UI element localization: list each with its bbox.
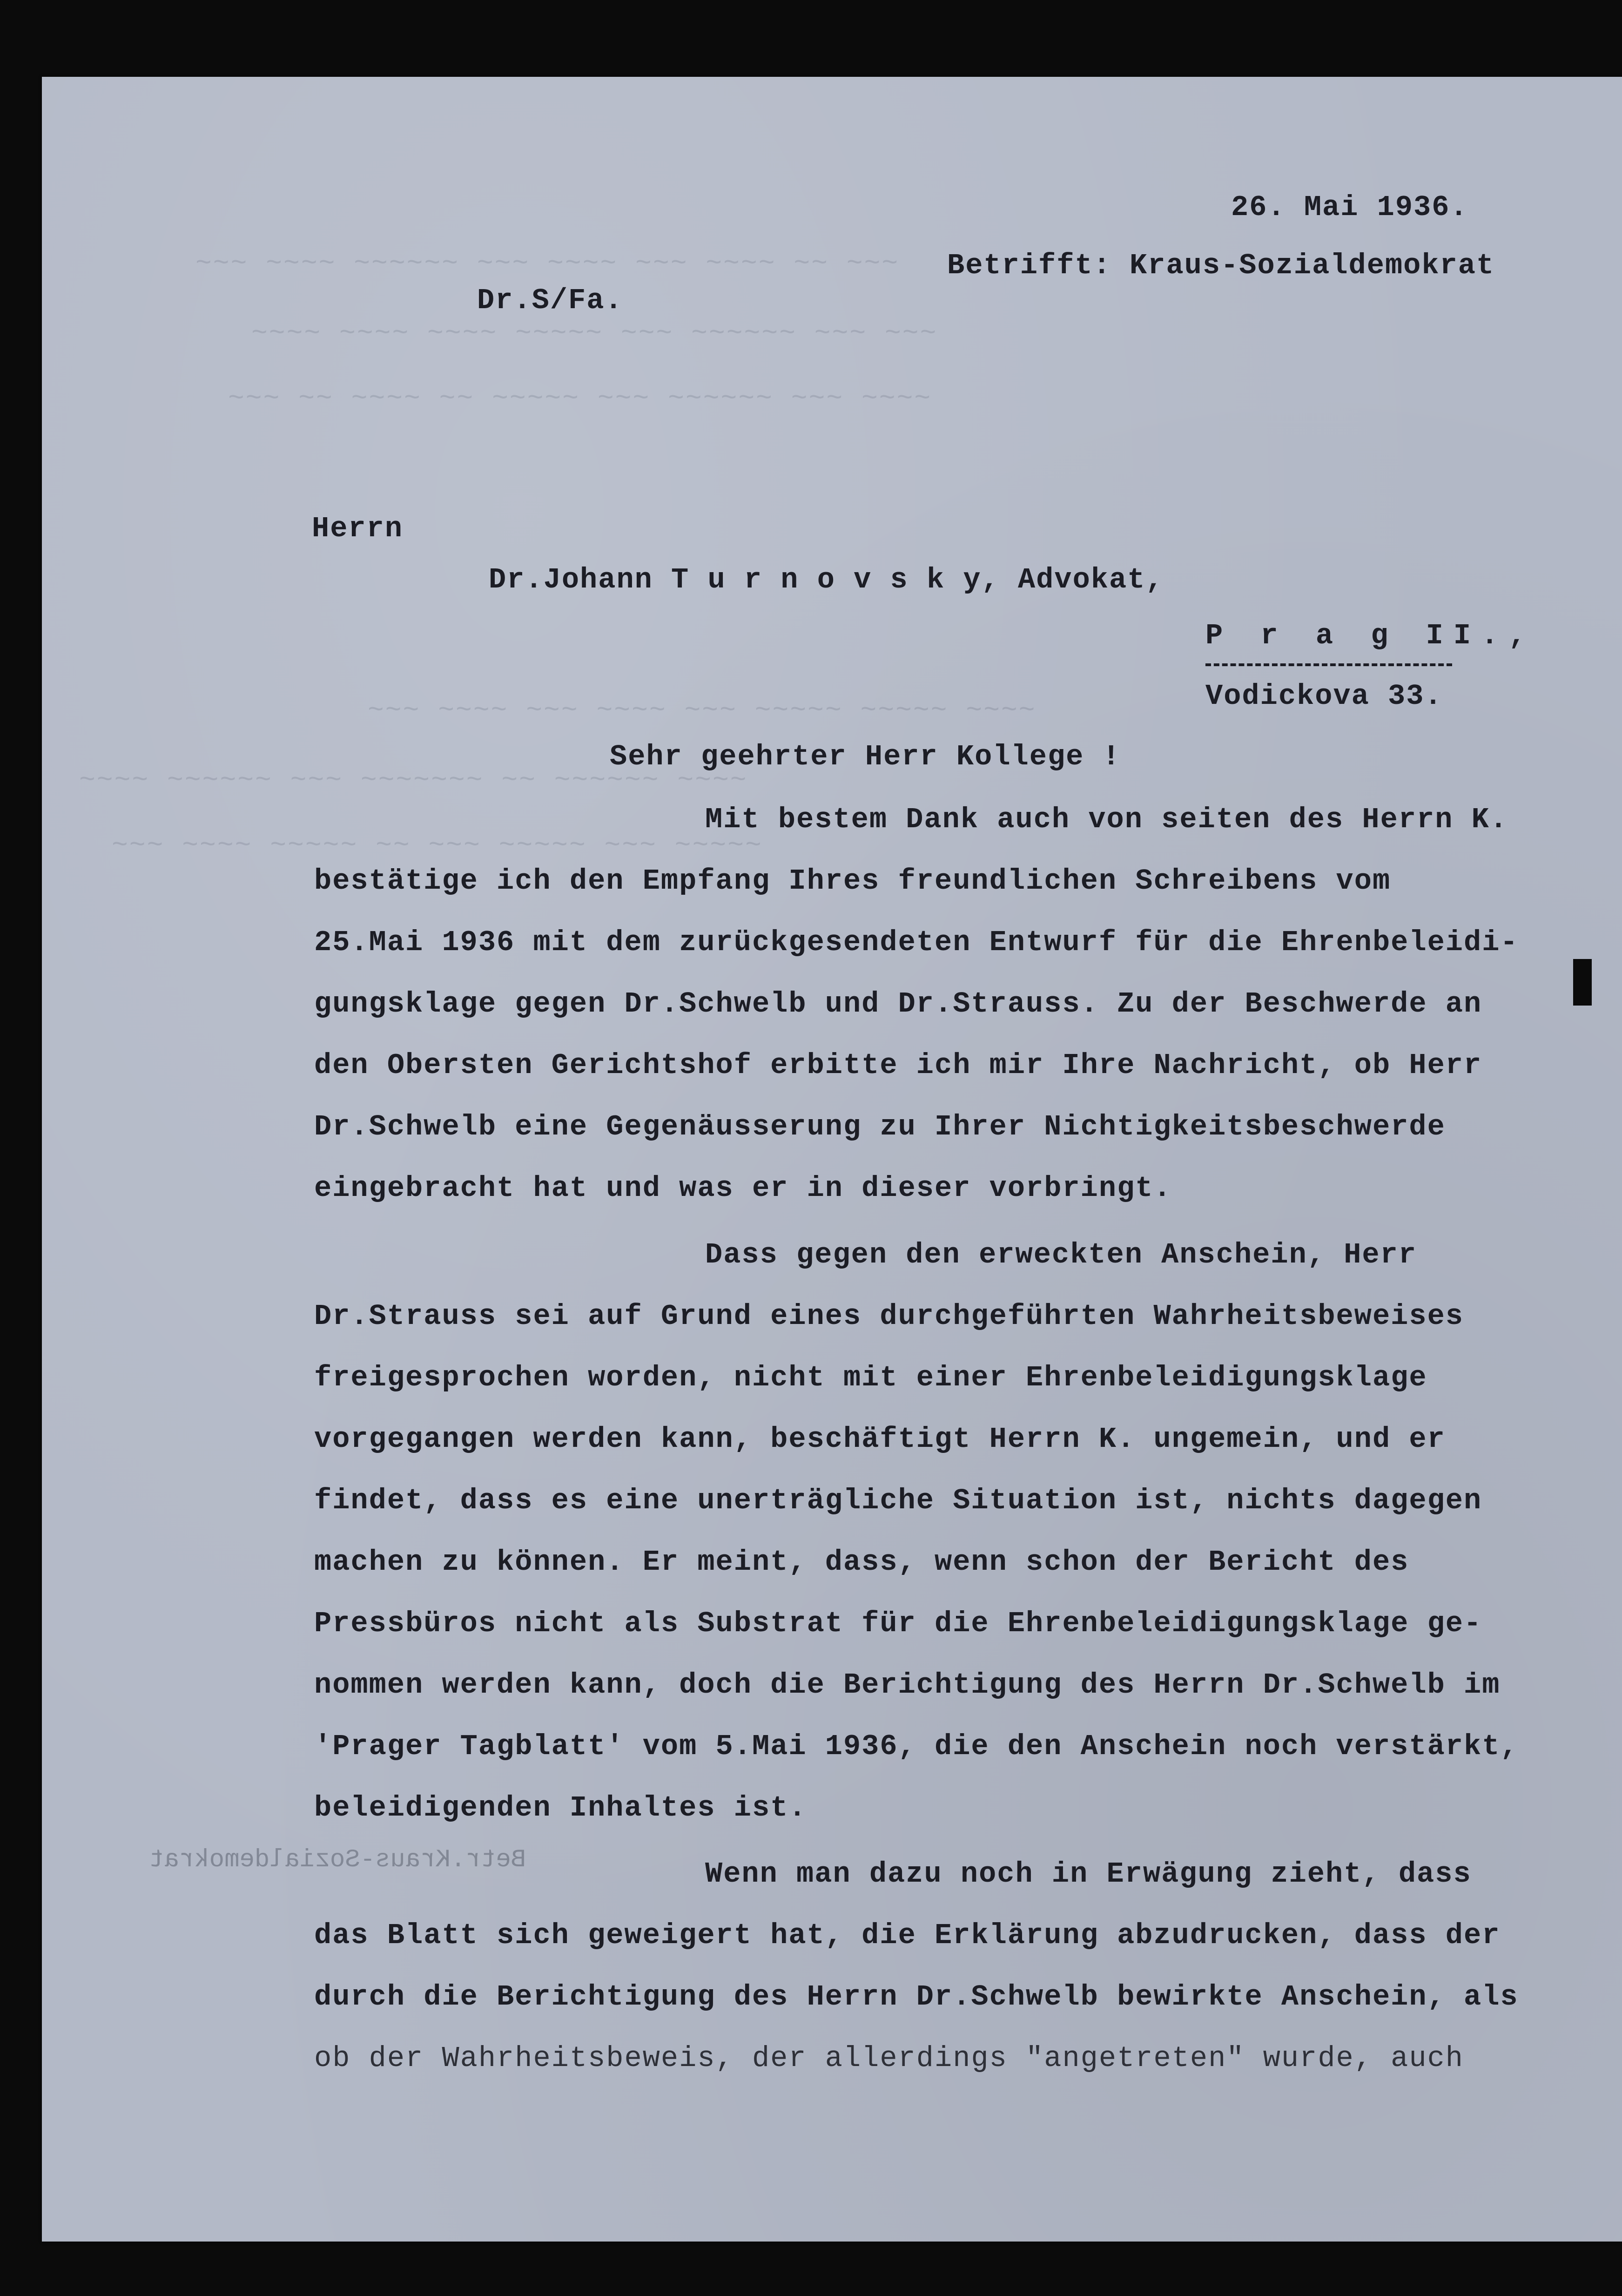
body-line: 25.Mai 1936 mit dem zurückgesendeten Entwurf für die Ehrenbeleidi- (314, 926, 1519, 959)
body-line: 'Prager Tagblatt' vom 5.Mai 1936, die den Anschein noch verstärkt, (314, 1730, 1519, 1763)
show-through-texture: ~~~~ ~~~~ ~~~~ ~~~~~ ~~~ ~~~~~~ ~~~ ~~~ (251, 319, 938, 349)
body-line: durch die Berichtigung des Herrn Dr.Schwelb bewirkte Anschein, als (314, 1980, 1519, 2013)
letter-sheet (42, 77, 1622, 2242)
mirrored-margin-note: Betr.Kraus-Sozialdemokrat (149, 1846, 526, 1874)
torn-edge-notch (1573, 959, 1592, 1006)
recipient-name: Dr.Johann T u r n o v s k y, Advokat, (489, 563, 1164, 596)
body-line: machen zu können. Er meint, dass, wenn schon der Bericht des (314, 1546, 1409, 1579)
show-through-texture: ~~~~ ~~~~~~ ~~~ ~~~~~~~ ~~ ~~~~~~ ~~~~ (79, 766, 748, 796)
reference-code: Dr.S/Fa. (477, 284, 623, 317)
body-line: ob der Wahrheitsbeweis, der allerdings "angetreten" wurde, auch (314, 2042, 1464, 2075)
recipient-city: P r a g II., (1205, 619, 1536, 652)
greeting: Sehr geehrter Herr Kollege ! (610, 740, 1121, 773)
show-through-texture: ~~~ ~~~~ ~~~~~~ ~~~ ~~~~ ~~~ ~~~~ ~~ ~~~ (195, 249, 900, 279)
city-underline (1205, 663, 1452, 666)
body-line: Dr.Strauss sei auf Grund eines durchgeführten Wahrheitsbeweises (314, 1300, 1464, 1333)
subject-line: Betrifft: Kraus-Sozialdemokrat (947, 249, 1495, 282)
body-line: Wenn man dazu noch in Erwägung zieht, dass (705, 1857, 1472, 1891)
show-through-texture: ~~~ ~~~~ ~~~ ~~~~ ~~~ ~~~~~ ~~~~~ ~~~~ (368, 696, 1036, 726)
body-line: Pressbüros nicht als Substrat für die Ehrenbeleidigungsklage ge- (314, 1607, 1482, 1640)
body-line: Dr.Schwelb eine Gegenäusserung zu Ihrer Nichtigkeitsbeschwerde (314, 1110, 1446, 1143)
body-line: freigesprochen worden, nicht mit einer Ehrenbeleidigungsklage (314, 1361, 1427, 1394)
body-line: nommen werden kann, doch die Berichtigung des Herrn Dr.Schwelb im (314, 1668, 1501, 1702)
body-line: eingebracht hat und was er in dieser vorbringt. (314, 1172, 1172, 1205)
body-line: Dass gegen den erweckten Anschein, Herr (705, 1238, 1417, 1271)
show-through-texture: ~~~ ~~~~ ~~~~~ ~~ ~~~ ~~~~~ ~~~ ~~~~~ (112, 831, 763, 861)
body-line: das Blatt sich geweigert hat, die Erklärung abzudrucken, dass der (314, 1919, 1501, 1952)
recipient-salutation: Herrn (312, 512, 404, 545)
letter-date: 26. Mai 1936. (1231, 191, 1468, 224)
body-line: beleidigenden Inhaltes ist. (314, 1791, 807, 1824)
recipient-street: Vodickova 33. (1205, 680, 1443, 713)
body-line: bestätige ich den Empfang Ihres freundlichen Schreibens vom (314, 864, 1391, 898)
body-line: Mit bestem Dank auch von seiten des Herrn K. (705, 803, 1508, 836)
body-line: findet, dass es eine unerträgliche Situation ist, nichts dagegen (314, 1484, 1482, 1517)
body-line: gungsklage gegen Dr.Schwelb und Dr.Strauss. Zu der Beschwerde an (314, 987, 1482, 1020)
show-through-texture: ~~~ ~~ ~~~~ ~~ ~~~~~ ~~~ ~~~~~~ ~~~ ~~~~ (228, 384, 932, 414)
body-line: vorgegangen werden kann, beschäftigt Herrn K. ungemein, und er (314, 1423, 1446, 1456)
body-line: den Obersten Gerichtshof erbitte ich mir Ihre Nachricht, ob Herr (314, 1049, 1482, 1082)
